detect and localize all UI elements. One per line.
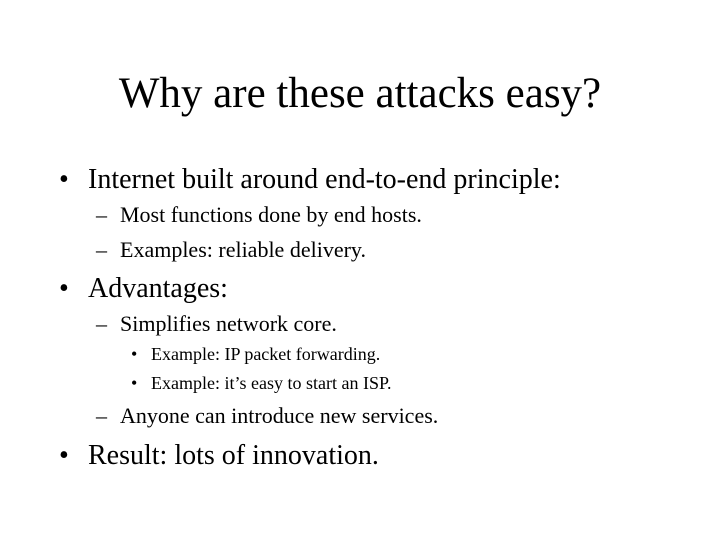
sub-bullet-item: Simplifies network core. xyxy=(120,311,337,336)
dash-marker: – xyxy=(96,237,107,262)
sub-sub-bullet-marker: • xyxy=(131,373,138,393)
sub-sub-bullet-marker: • xyxy=(131,344,138,364)
sub-bullet-item: Anyone can introduce new services. xyxy=(120,403,439,428)
bullet-marker: • xyxy=(59,273,69,304)
bullet-item: Result: lots of innovation. xyxy=(88,440,379,471)
dash-marker: – xyxy=(96,311,107,336)
sub-sub-bullet-item: Example: IP packet forwarding. xyxy=(151,344,381,364)
bullet-item: Internet built around end-to-end principle: xyxy=(88,164,561,195)
bullet-marker: • xyxy=(59,440,69,471)
sub-sub-bullet-item: Example: it’s easy to start an ISP. xyxy=(151,373,392,393)
dash-marker: – xyxy=(96,202,107,227)
sub-bullet-item: Most functions done by end hosts. xyxy=(120,202,422,227)
bullet-marker: • xyxy=(59,164,69,195)
slide-title: Why are these attacks easy? xyxy=(118,70,602,117)
bullet-item: Advantages: xyxy=(88,273,228,304)
sub-bullet-item: Examples: reliable delivery. xyxy=(120,237,366,262)
dash-marker: – xyxy=(96,403,107,428)
